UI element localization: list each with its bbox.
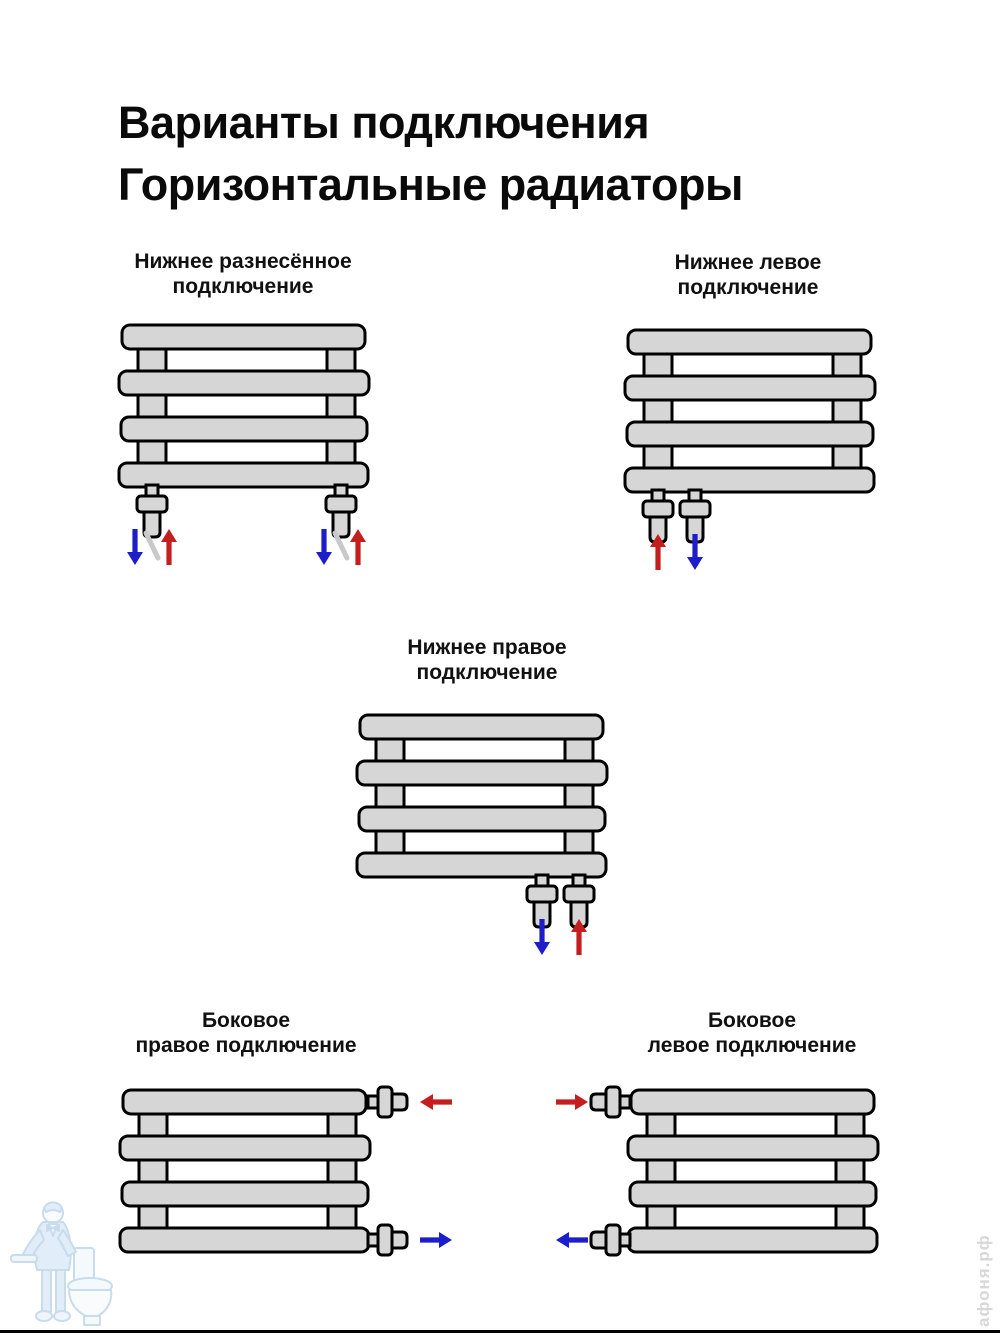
diagram-label-bottom-right (327, 635, 647, 685)
toilet-bowl (69, 1290, 111, 1318)
label-text: Боковое (707, 1009, 797, 1032)
label-text: Боковое (201, 1009, 291, 1032)
diagram-label-side-left (592, 1008, 912, 1058)
label-text: Нижнее левое (674, 251, 822, 274)
title-line-2: Горизонтальные радиаторы (118, 159, 743, 211)
plumber-mascot-watermark (6, 1198, 120, 1330)
mascot-hair (44, 1202, 62, 1212)
label-text: левое подключение (647, 1034, 857, 1057)
radiator-diagram-bottom-left (615, 325, 895, 587)
radiator-diagram-bottom-right (345, 710, 625, 972)
wrench-icon (11, 1255, 37, 1262)
mascot-shoe (54, 1311, 70, 1321)
label-text: подключение (677, 276, 819, 299)
diagram-label-side-right (86, 1008, 406, 1058)
title-line-1: Варианты подключения (118, 97, 650, 149)
label-text: подключение (416, 661, 558, 684)
label-text: Нижнее правое (407, 636, 567, 659)
mascot-shoe (36, 1311, 52, 1321)
diagram-label-bottom-spread (83, 249, 403, 299)
radiator-diagram-bottom-spread (110, 320, 390, 582)
page-title (118, 92, 743, 216)
radiator-diagram-side-right (110, 1080, 470, 1272)
mascot-leg (56, 1270, 65, 1312)
label-text: правое подключение (135, 1034, 357, 1057)
toilet-base (84, 1316, 100, 1325)
mascot-leg (42, 1270, 51, 1312)
site-watermark-text: афоня.рф (974, 1234, 993, 1327)
label-text: подключение (172, 275, 314, 298)
diagram-label-bottom-left (588, 250, 908, 300)
toilet-tank (74, 1248, 94, 1282)
label-text: Нижнее разнесённое (134, 250, 352, 273)
radiator-diagram-side-left (530, 1080, 890, 1272)
